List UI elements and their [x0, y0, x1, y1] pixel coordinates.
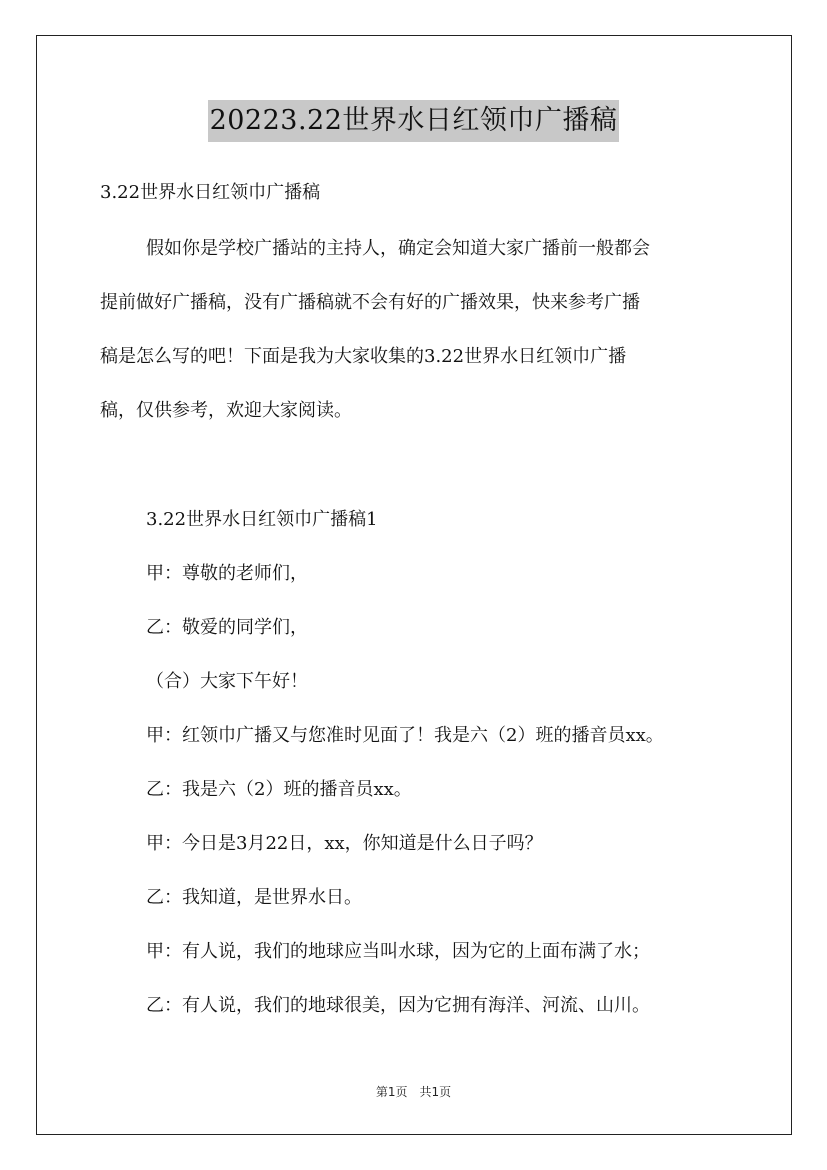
dialogue-line: 乙：我是六（2）班的播音员xx。	[146, 779, 412, 800]
title-block	[0, 100, 827, 142]
intro-line: 提前做好广播稿，没有广播稿就不会有好的广播效果，快来参考广播	[100, 292, 640, 313]
dialogue-line: 甲：尊敬的老师们，	[146, 563, 308, 584]
dialogue-line: 甲：今日是3月22日，xx，你知道是什么日子吗？	[146, 833, 543, 854]
intro-line: 假如你是学校广播站的主持人，确定会知道大家广播前一般都会	[146, 238, 650, 259]
section-title: 3.22世界水日红领巾广播稿1	[146, 509, 378, 530]
intro-line: 稿是怎么写的吧！下面是我为大家收集的3.22世界水日红领巾广播	[100, 346, 627, 367]
intro-line: 稿，仅供参考，欢迎大家阅读。	[100, 400, 352, 421]
dialogue-line: 甲：有人说，我们的地球应当叫水球，因为它的上面布满了水；	[146, 941, 650, 962]
dialogue-line: 乙：我知道，是世界水日。	[146, 887, 362, 908]
document-subtitle: 3.22世界水日红领巾广播稿	[100, 182, 321, 203]
dialogue-line: 乙：敬爱的同学们，	[146, 617, 308, 638]
dialogue-line: （合）大家下午好！	[146, 671, 308, 692]
page-footer: 第1页 共1页	[375, 1085, 452, 1099]
dialogue-line: 乙：有人说，我们的地球很美，因为它拥有海洋、河流、山川。	[146, 995, 650, 1016]
dialogue-line: 甲：红领巾广播又与您准时见面了！我是六（2）班的播音员xx。	[146, 725, 664, 746]
document-title: 20223.22世界水日红领巾广播稿	[208, 100, 620, 142]
